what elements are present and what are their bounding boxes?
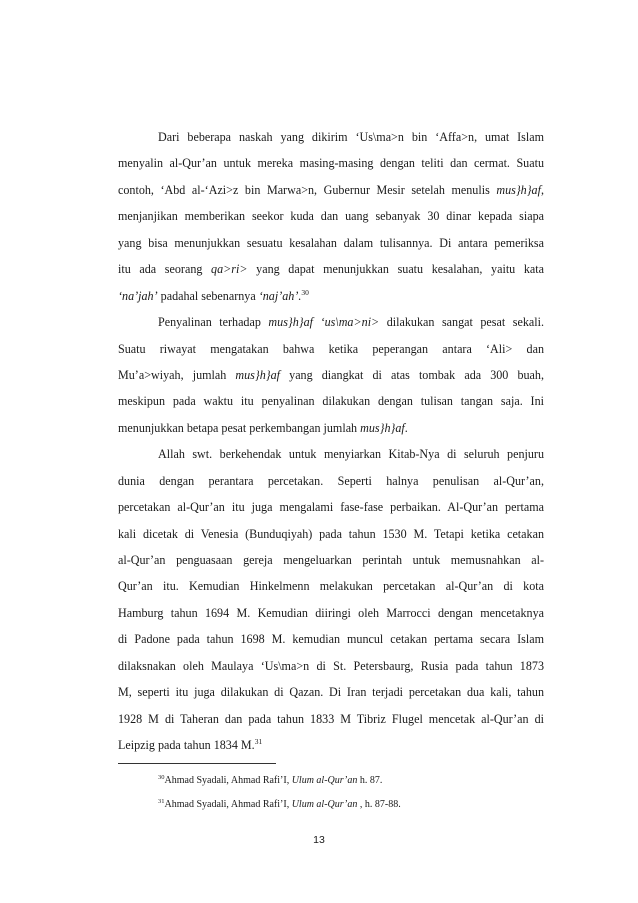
footnote-book-title: Ulum al-Qur’an	[291, 775, 358, 786]
paragraph-3-line-6: Qur’an itu. Kemudian Hinkelmenn melakukan percetakan al-Qur’an di kota	[118, 579, 544, 594]
paragraph-3-line-5: al-Qur’an penguasaan gereja mengeluarkan perintah untuk memusnahkan al-	[118, 553, 544, 567]
italic-term: mus}h}af	[235, 367, 281, 382]
paragraph-3-line-8: di Padone pada tahun 1698 M. kemudian muncul cetakan pertama secara Islam	[118, 632, 544, 647]
paragraph-3-line-7: Hamburg tahun 1694 M. Kemudian diiringi oleh Marrocci dengan mencetaknya	[118, 605, 544, 620]
paragraph-3-line-4: kali dicetak di Venesia (Bunduqiyah) pada tahun 1530 M. Tetapi ketika cetakan	[118, 526, 544, 541]
italic-term: qa>ri>	[211, 262, 248, 277]
italic-term: mus}h}af	[360, 420, 405, 435]
paragraph-3-line-10: M, seperti itu juga dilakukan di Qazan. Di Iran terjadi percetakan dua kali, tahun	[118, 685, 544, 700]
footnote-number: 31	[158, 798, 165, 805]
paragraph-3-line-12: Leipzig pada tahun 1834 M.$^{31}$	[118, 737, 263, 753]
paragraph-1-line-3: contoh, ‘Abd al-‘Azi>z bin Marwa>n, Gubernur Mesir setelah menulis mus}h}af,	[118, 182, 544, 197]
italic-term: ‘naj’ah’.	[258, 288, 302, 303]
paragraph-1-line-6: itu ada seorang qa>ri> yang dapat menunjukkan suatu kesalahan, yaitu kata	[118, 262, 544, 277]
paragraph-1-line-1: Dari beberapa naskah yang dikirim ‘Us\ma>n bin ‘Affa>n, umat Islam	[158, 130, 544, 144]
footnote-separator	[118, 763, 276, 764]
footnote-ref-30: 30	[301, 287, 309, 297]
paragraph-1-line-5: yang bisa menunjukkan sesuatu kesalahan dalam tulisannya. Di antara pemeriksa	[118, 235, 544, 250]
paragraph-3-line-11: 1928 M di Taheran dan pada tahun 1833 M Tibriz Flugel mencetak al-Qur’an di	[118, 711, 544, 726]
page-number: 13	[313, 834, 325, 846]
footnote-30: $^{30}$Ahmad Syadali, Ahmad Rafi’I, Ulum al-Qur’an h. 87.	[158, 774, 383, 786]
paragraph-1-line-2: menyalin al-Qur’an untuk mereka masing-masing dengan teliti dan cermat. Suatu	[118, 156, 544, 171]
footnote-ref-31: 31	[254, 737, 263, 747]
paragraph-2-line-3: Mu’a>wiyah, jumlah mus}h}af yang diangkat di atas tombak ada 300 buah,	[118, 367, 544, 382]
footnote-number: 30	[158, 774, 165, 781]
paragraph-2-line-5: menunjukkan betapa pesat perkembangan jumlah mus}h}af.	[118, 420, 408, 435]
paragraph-3-line-9: dilaksnakan oleh Maulaya ‘Us\ma>n di St. Petersbaurg, Rusia pada tahun 1873	[118, 658, 544, 673]
paragraph-1-line-4: menjanjikan memberikan seekor kuda dan uang sebanyak 30 dinar kepada siapa	[118, 209, 544, 224]
italic-term: ‘na’jah’	[118, 288, 158, 303]
footnote-book-title: Ulum al-Qur’an	[291, 799, 358, 810]
paragraph-3-line-2: dunia dengan perantara percetakan. Seperti halnya penulisan al-Qur’an,	[118, 473, 544, 488]
paragraph-2-line-2: Suatu riwayat mengatakan bahwa ketika peperangan antara ‘Ali> dan	[118, 341, 544, 356]
paragraph-1-line-7: ‘na’jah’ padahal sebenarnya ‘naj’ah’.$^{30}$	[118, 287, 309, 303]
paragraph-3-line-3: percetakan al-Qur’an itu juga mengalami fase-fase perbaikan. Al-Qur’an pertama	[118, 500, 544, 515]
italic-term: mus}h}af ‘us\ma>ni>	[268, 315, 380, 330]
italic-term: mus}h}af	[496, 182, 541, 197]
footnote-31: $^{31}$Ahmad Syadali, Ahmad Rafi’I, Ulum al-Qur’an , h. 87-88.	[158, 798, 401, 810]
paragraph-2-line-1: Penyalinan terhadap mus}h}af ‘us\ma>ni> dilakukan sangat pesat sekali.	[158, 315, 544, 330]
footnotes	[158, 769, 538, 817]
body-text	[118, 124, 544, 759]
paragraph-2-line-4: meskipun pada waktu itu penyalinan dilakukan dengan tulisan tangan saja. Ini	[118, 394, 544, 409]
paragraph-3-line-1: Allah swt. berkehendak untuk menyiarkan Kitab-Nya di seluruh penjuru	[158, 447, 544, 462]
